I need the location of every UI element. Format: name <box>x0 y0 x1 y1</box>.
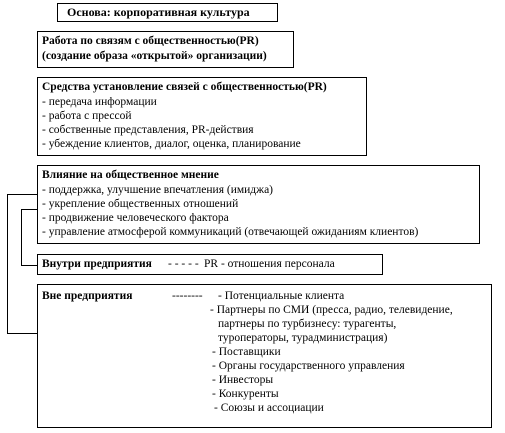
influence-item: - продвижение человеческого фактора <box>42 212 229 224</box>
outside-item: - Органы государственного управления <box>212 360 405 372</box>
means-item: - работа с прессой <box>42 110 132 122</box>
outside-box <box>37 284 492 428</box>
outside-dashes: -------- <box>172 290 203 302</box>
means-box <box>37 77 367 156</box>
outside-item: - Потенциальные клиента <box>218 290 345 302</box>
connector-inner-top <box>21 209 37 210</box>
pr-box <box>37 31 294 68</box>
means-item: - собственные представления, PR-действия <box>42 124 254 136</box>
outside-item: туроператоры, турадминистрация) <box>218 332 388 344</box>
pr-line-1: Работа по связям с общественностью(PR) <box>42 35 259 47</box>
influence-item: - поддержка, улучшение впечатления (имиджа) <box>42 184 274 196</box>
inside-dashes: - - - - - <box>168 258 199 270</box>
connector-inner-vertical <box>21 209 22 265</box>
outside-item: партнеры по турбизнесу: турагенты, <box>218 318 397 330</box>
connector-outer-vertical <box>7 194 8 334</box>
outside-label: Вне предприятия <box>42 290 133 302</box>
means-item: - убеждение клиентов, диалог, оценка, планирование <box>42 138 301 150</box>
outside-item: - Поставщики <box>212 346 281 358</box>
title-text: Основа: корпоративная культура <box>67 5 250 19</box>
inside-label: Внутри предприятия <box>42 258 152 270</box>
outside-item: - Союзы и ассоциации <box>214 402 324 414</box>
pr-line-2: (создание образа «открытой» организации) <box>42 50 267 62</box>
outside-item: - Инвесторы <box>212 374 274 386</box>
influence-item: - укрепление общественных отношений <box>42 198 239 210</box>
inside-box <box>37 254 383 275</box>
means-item: - передача информации <box>42 96 157 108</box>
outside-item: - Конкуренты <box>212 388 279 400</box>
inside-text: PR - отношения персонала <box>204 258 335 270</box>
influence-heading: Влияние на общественное мнение <box>42 169 219 181</box>
connector-outer-top <box>7 194 37 195</box>
influence-box <box>37 165 480 244</box>
title-box <box>57 3 278 22</box>
connector-inner-bottom <box>21 265 37 266</box>
connector-outer-bottom <box>7 333 37 334</box>
outside-item: - Партнеры по СМИ (пресса, радио, телевидение, <box>210 304 453 316</box>
means-heading: Средства установление связей с общественностью(PR) <box>42 81 327 93</box>
influence-item: - управление атмосферой коммуникаций (отвечающей ожиданиям клиентов) <box>42 226 419 238</box>
